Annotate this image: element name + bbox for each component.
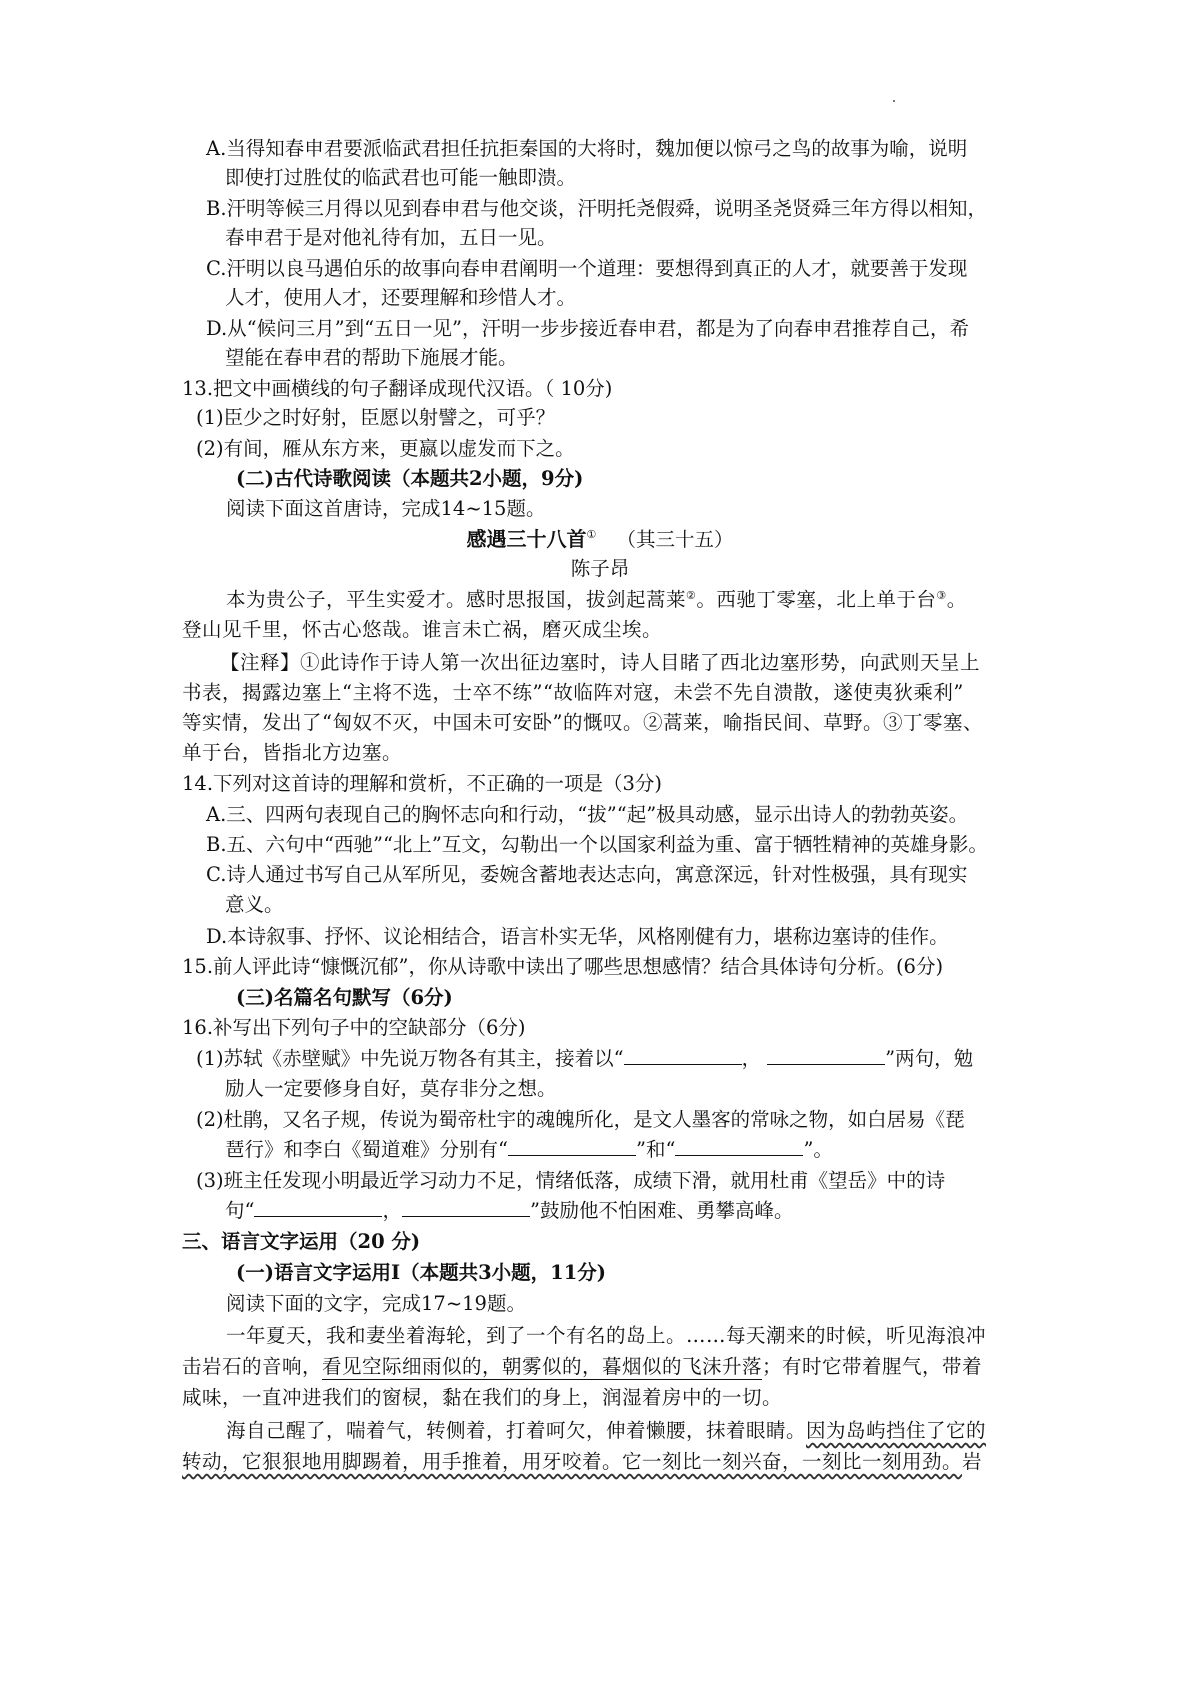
q14-option-b: B.五、六句中“西驰”“北上”互文，勾勒出一个以国家利益为重、富于牺牲精神的英雄身影。 (206, 833, 988, 856)
q12-option-a-line1: A.当得知春申君要派临武君担任抗拒秦国的大将时，魏加便以惊弓之鸟的故事为喻，说明 (206, 137, 968, 160)
poem-line-1-a: 本为贵公子，平生实爱才。感时思报国，拔剑起蒿莱 (226, 588, 687, 611)
part-3-heading: 三、语言文字运用（20 分) (182, 1230, 421, 1253)
part-3-subheading: (一)语言文字运用Ⅰ（本题共3小题，11分) (236, 1261, 607, 1284)
poem-note-3: 等实情，发出了“匈奴不灭，中国未可安卧”的慨叹。②蒿莱，喻指民间、草野。③丁零塞、 (182, 711, 983, 734)
q12-option-c-line1: C.汗明以良马遇伯乐的故事向春申君阐明一个道理：要想得到真正的人才，就要善于发现 (206, 257, 968, 280)
poem-note-2-mark: ② (686, 589, 697, 602)
poem-line-1 (226, 587, 967, 613)
q16-item-2-text-c: ”。 (803, 1138, 833, 1161)
q12-option-c-line2: 人才，使用人才，还要理解和珍惜人才。 (225, 286, 577, 309)
passage-p2-line2 (182, 1449, 982, 1475)
poem-line-2: 登山见千里，怀古心悠哉。谁言未亡祸，磨灭成尘埃。 (182, 618, 663, 641)
poem-author: 陈子昂 (570, 557, 630, 580)
wavy-underlined-sentence: 因为岛屿挡住了它的 (806, 1419, 987, 1442)
section-3-heading: (三)名篇名句默写（6分) (236, 986, 453, 1009)
poem-title-line (0, 526, 1200, 553)
section-2-heading: (二)古代诗歌阅读（本题共2小题，9分) (236, 467, 584, 490)
answer-blank[interactable] (767, 1046, 885, 1065)
q16-item-2-line2 (225, 1137, 833, 1163)
q14-option-c-line1: C.诗人通过书写自己从军所见，委婉含蓄地表达志向，寓意深远，针对性极强，具有现实 (206, 863, 968, 886)
passage-p2-line1 (226, 1418, 986, 1444)
poem-title-sub: （其三十五） (616, 528, 734, 551)
q16-item-2-text-a: 琶行》和李白《蜀道难》分别有“ (225, 1138, 508, 1161)
q16-item-2-text-b: ”和“ (635, 1138, 676, 1161)
q16-item-2-line1: (2)杜鹃，又名子规，传说为蜀帝杜宇的魂魄所化，是文人墨客的常咏之物，如白居易《琵 (196, 1108, 965, 1131)
q16-item-3-text-b: ， (382, 1199, 402, 1222)
q13-sentence-1: (1)臣少之时好射，臣愿以射譬之，可乎？ (196, 406, 556, 429)
passage-p2-line1-a: 海自己醒了，喘着气，转侧着，打着呵欠，伸着懒腰，抹着眼睛。 (226, 1419, 807, 1442)
section-2-intro: 阅读下面这首唐诗，完成14~15题。 (226, 497, 546, 520)
q16-item-3-line2 (225, 1198, 793, 1224)
passage-p1-line2-b: ；有时它带着腥气，带着 (762, 1355, 983, 1378)
answer-blank[interactable] (675, 1137, 803, 1156)
answer-blank[interactable] (624, 1046, 742, 1065)
q16-item-1-line2: 励人一定要修身自好，莫存非分之想。 (225, 1077, 557, 1100)
speck (893, 100, 895, 102)
q16-stem: 16.补写出下列句子中的空缺部分（6分) (182, 1016, 526, 1039)
passage-p1-line3: 咸味，一直冲进我们的窗棂，黏在我们的身上，润湿着房中的一切。 (182, 1386, 783, 1409)
q12-option-d-line2: 望能在春申君的帮助下施展才能。 (225, 346, 518, 369)
part-3-intro: 阅读下面的文字，完成17~19题。 (226, 1292, 526, 1315)
poem-line-1-c: 。 (946, 588, 967, 611)
passage-p1-line2-a: 击岩石的音响， (182, 1355, 323, 1378)
q16-item-1-text-a: (1)苏轼《赤壁赋》中先说万物各有其主，接着以“ (196, 1047, 624, 1070)
poem-note-4: 单于台，皆指北方边塞。 (182, 741, 403, 764)
underlined-sentence: 看见空际细雨似的，朝雾似的，暮烟似的飞沫升落 (322, 1355, 763, 1378)
q13-stem: 13.把文中画横线的句子翻译成现代汉语。（ 10分) (182, 377, 613, 400)
q14-option-d: D.本诗叙事、抒怀、议论相结合，语言朴实无华，风格刚健有力，堪称边塞诗的佳作。 (206, 925, 949, 948)
answer-blank[interactable] (508, 1137, 636, 1156)
answer-blank[interactable] (254, 1198, 382, 1217)
wavy-underlined-sentence-cont: 转动，它狠狠地用脚踢着，用手推着，用牙咬着。它一刻比一刻兴奋，一刻比一刻用劲。 (182, 1450, 963, 1473)
poem-line-1-b: 。西驰丁零塞，北上单于台 (696, 588, 937, 611)
poem-note-1: 【注释】①此诗作于诗人第一次出征边塞时，诗人目睹了西北边塞形势，向武则天呈上 (220, 651, 981, 674)
q12-option-d-line1: D.从“候问三月”到“五日一见”，汗明一步步接近春申君，都是为了向春申君推荐自己，希 (206, 317, 970, 340)
q16-item-1-line1 (196, 1046, 973, 1072)
q16-item-3-line1: (3)班主任发现小明最近学习动力不足，情绪低落，成绩下滑，就用杜甫《望岳》中的诗 (196, 1169, 946, 1192)
q14-option-c-line2: 意义。 (225, 893, 284, 916)
q13-sentence-2: (2)有间，雁从东方来，更嬴以虚发而下之。 (196, 437, 575, 460)
poem-note-3-mark: ③ (936, 589, 947, 602)
passage-p2-line2-b: 岩 (962, 1450, 983, 1473)
poem-note-2: 书表，揭露边塞上“主将不选，士卒不练”“故临阵对寇，未尝不先自溃散，遂使夷狄乘利” (182, 681, 964, 704)
q12-option-b-line2: 春申君于是对他礼待有加，五日一见。 (225, 226, 557, 249)
q14-stem: 14.下列对这首诗的理解和赏析，不正确的一项是（3分) (182, 772, 663, 795)
q16-item-3-text-a: 句“ (225, 1199, 255, 1222)
q15-stem: 15.前人评此诗“慷慨沉郁”，你从诗歌中读出了哪些思想感情？结合具体诗句分析。(6分) (182, 955, 944, 978)
poem-title-note: ① (586, 528, 597, 541)
poem-title: 感遇三十八首 (466, 527, 587, 551)
q16-item-1-text-b: ”两句，勉 (885, 1047, 974, 1070)
passage-p1-line2 (182, 1354, 982, 1380)
passage-p1-line1: 一年夏天，我和妻坐着海轮，到了一个有名的岛上。……每天潮来的时候，听见海浪冲 (226, 1324, 987, 1347)
answer-blank[interactable] (402, 1198, 530, 1217)
q12-option-b-line1: B.汗明等候三月得以见到春申君与他交谈，汗明托尧假舜，说明圣尧贤舜三年方得以相知， (206, 197, 988, 220)
q16-item-1-sep: ， (741, 1047, 762, 1070)
q14-option-a: A.三、四两句表现自己的胸怀志向和行动，“拔”“起”极具动感，显示出诗人的勃勃英姿。 (206, 803, 969, 826)
q12-option-a-line2: 即使打过胜仗的临武君也可能一触即溃。 (225, 166, 577, 189)
q16-item-3-text-c: ”鼓励他不怕困难、勇攀高峰。 (530, 1199, 794, 1222)
